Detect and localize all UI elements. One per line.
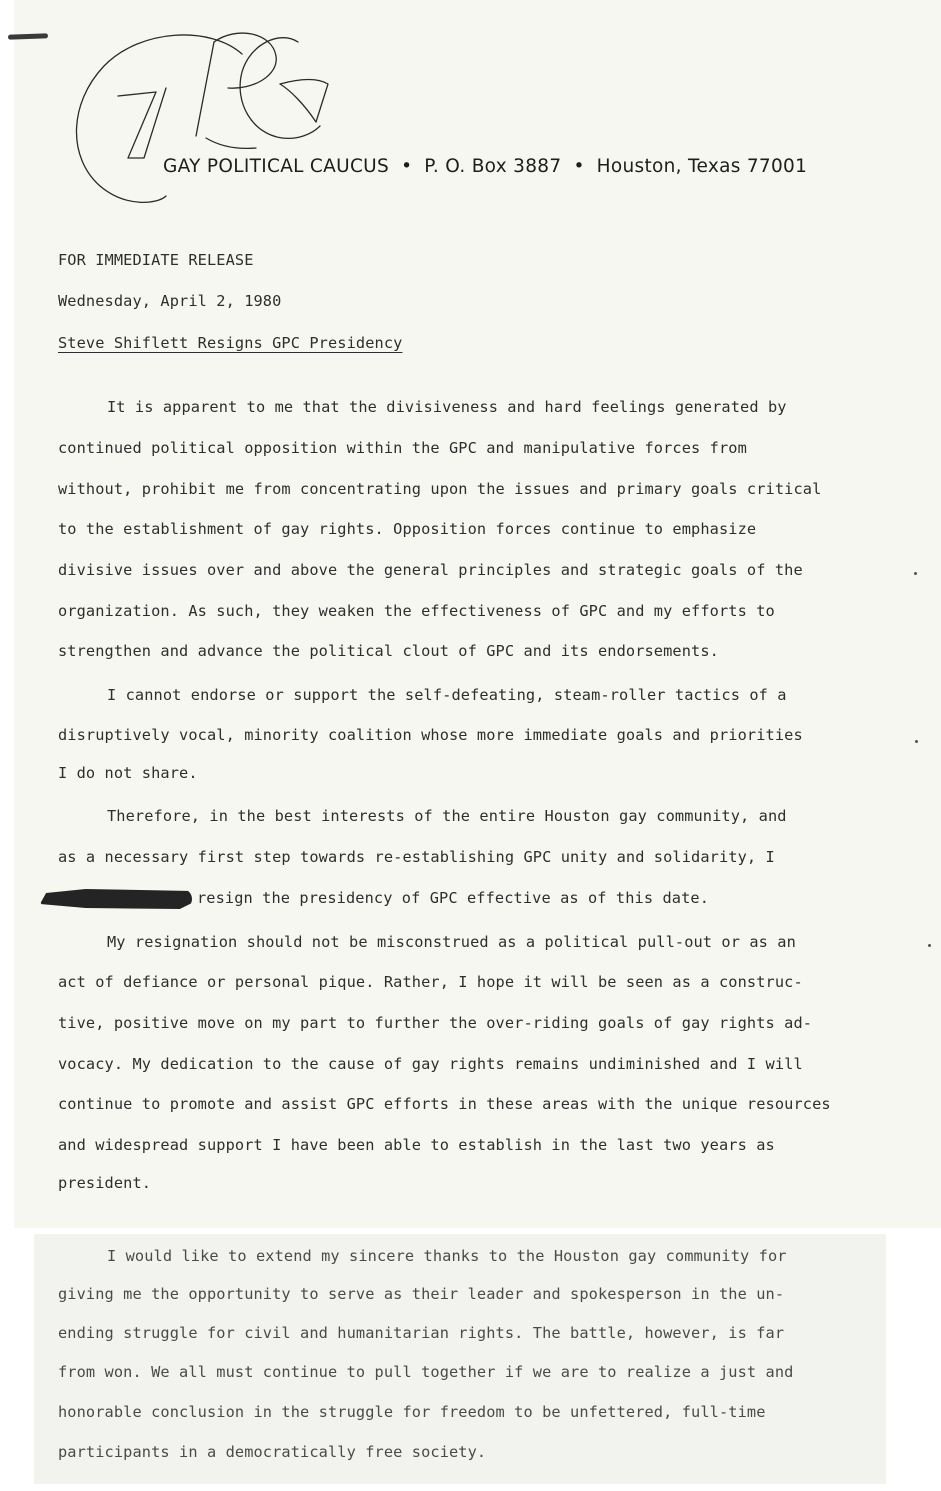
body-line: president.	[58, 1174, 152, 1192]
headline: Steve Shiflett Resigns GPC Presidency	[58, 334, 403, 352]
body-line: I cannot endorse or support the self-defeating, steam-roller tactics of a	[107, 686, 787, 704]
closing-line: participants in a democratically free society.	[58, 1443, 487, 1461]
body-line: resign the presidency of GPC effective as of this date.	[197, 889, 710, 907]
body-line: organization. As such, they weaken the effectiveness of GPC and my efforts to	[58, 602, 775, 620]
closing-line: I would like to extend my sincere thanks to the Houston gay community for	[107, 1247, 787, 1265]
body-line: strengthen and advance the political clout of GPC and its endorsements.	[58, 642, 719, 660]
paper-speck	[928, 944, 931, 947]
body-line: disruptively vocal, minority coalition whose more immediate goals and priorities	[58, 726, 803, 744]
body-line: It is apparent to me that the divisiveness and hard feelings generated by	[107, 398, 787, 416]
body-line: and widespread support I have been able to establish in the last two years as	[58, 1136, 775, 1154]
body-line: act of defiance or personal pique. Rather, I hope it will be seen as a construc-	[58, 973, 803, 991]
closing-line: ending struggle for civil and humanitarian rights. The battle, however, is far	[58, 1324, 785, 1342]
body-line: My resignation should not be misconstrued as a political pull-out or as an	[107, 933, 796, 951]
closing-line: honorable conclusion in the struggle for freedom to be unfettered, full-time	[58, 1403, 766, 1421]
body-line: I do not share.	[58, 764, 198, 782]
body-line: as a necessary first step towards re-establishing GPC unity and solidarity, I	[58, 848, 775, 866]
letterhead-line	[163, 156, 807, 177]
body-line: vocacy. My dedication to the cause of gay rights remains undiminished and I will	[58, 1055, 803, 1073]
closing-line: from won. We all must continue to pull together if we are to realize a just and	[58, 1363, 794, 1381]
body-line: divisive issues over and above the general principles and strategic goals of the	[58, 561, 803, 579]
body-line: Therefore, in the best interests of the entire Houston gay community, and	[107, 807, 787, 825]
body-line: continued political opposition within the GPC and manipulative forces from	[58, 439, 747, 457]
paper-speck	[915, 740, 918, 743]
closing-line: giving me the opportunity to serve as their leader and spokesperson in the un-	[58, 1285, 785, 1303]
bullet-separator: •	[401, 156, 413, 177]
release-label: FOR IMMEDIATE RELEASE	[58, 251, 254, 269]
body-line: tive, positive move on my part to further the over-riding goals of gay rights ad-	[58, 1014, 813, 1032]
body-line: without, prohibit me from concentrating upon the issues and primary goals critical	[58, 480, 822, 498]
gpc-logo	[66, 18, 376, 208]
bullet-separator: •	[573, 156, 585, 177]
redaction-mark	[40, 889, 192, 909]
mailing-address: P. O. Box 3887	[424, 156, 562, 177]
city-state-zip: Houston, Texas 77001	[596, 156, 808, 177]
release-date: Wednesday, April 2, 1980	[58, 292, 282, 310]
paper-speck	[914, 572, 917, 575]
organization-name: GAY POLITICAL CAUCUS	[163, 156, 390, 177]
body-line: continue to promote and assist GPC efforts in these areas with the unique resources	[58, 1095, 831, 1113]
body-line: to the establishment of gay rights. Opposition forces continue to emphasize	[58, 520, 757, 538]
